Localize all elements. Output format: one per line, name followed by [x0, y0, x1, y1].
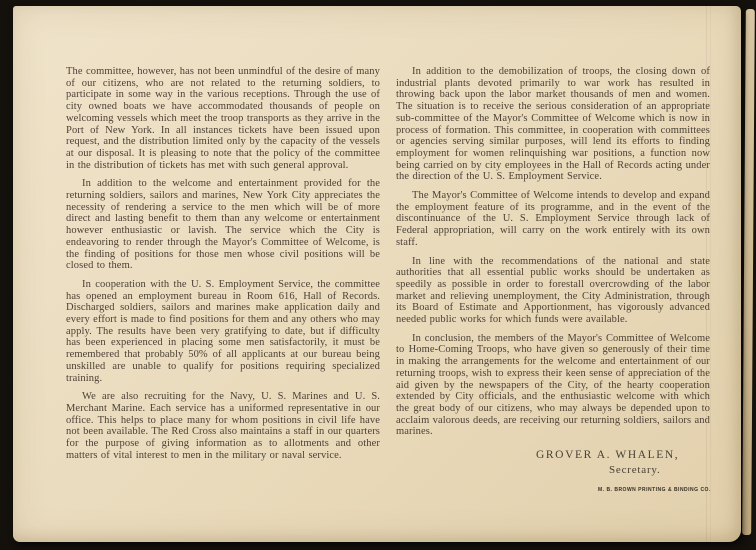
left-column [66, 66, 380, 476]
printer-imprint: M. B. BROWN PRINTING & BINDING CO. [598, 487, 711, 493]
paragraph: In addition to the welcome and entertainment provided for the returning soldiers, sailors and marines, New York City appreciates the necessity of rendering a service to the men which will be of more direct and lasting benefit to them than any welcome or entertainment however enthusiastic or lavish. The service which the City is endeavoring to render through the Mayor's Committee of Welcome, is the finding of positions for those men whose civil positions will be closed to them. [66, 178, 380, 272]
paragraph: In conclusion, the members of the Mayor's Committee of Welcome to Home-Coming Troops, who have given so generously of their time in making the arrangements for the welcome and entertainment of our returning troops, wish to express their keen sense of appreciation of the aid given by the newspapers of the City, of the hearty cooperation extended by City officials, and the enthusiastic welcome with which the great body of our citizens, who may always be depended upon to acclaim valorous deeds, are receiving our returning soldiers, sailors and marines. [396, 332, 710, 438]
signature-role: Secretary. [609, 464, 661, 477]
paragraph: The committee, however, has not been unmindful of the desire of many of our citizens, who are not related to the returning soldiers, to participate in some way in the various receptions. Through the use of city owned boats we have accommodated thousands of people on welcoming vessels which meet the troop transports as they arrive in the Port of New York. In all instances tickets have been issued upon request, and the distribution limited only by the capacity of the vessels at our disposal. It is pleasing to note that the policy of the committee in the distribution of tickets has met with such general approval. [66, 66, 380, 171]
paragraph: In cooperation with the U. S. Employment Service, the committee has opened an employment bureau in Room 616, Hall of Records. Discharged soldiers, sailors and marines make application daily and every effort is made to find positions for them and any others who may apply. The results have been very gratifying to date, but if difficulty has been experienced in placing some men satisfactorily, it must be remembered that probably 50% of all applicants at our bureau being unskilled are unable to qualify for positions requiring specialized training. [66, 278, 380, 384]
two-column-text-block [66, 66, 710, 476]
paragraph: In line with the recommendations of the national and state authorities that all essential public works should be undertaken as speedily as possible in order to forestall overcrowding of the labor market and relieving unemployment, the City Administration, through its Board of Estimate and Apportionment, has vigorously advanced needed public works for which funds were available. [396, 255, 710, 326]
paper-crease [710, 6, 711, 542]
signature-block [396, 449, 710, 476]
paragraph: In addition to the demobilization of troops, the closing down of industrial plants devoted primarily to war work has resulted in throwing back upon the labor market thousands of men and women. The situation is to receive the serious consideration of an appropriate sub-committee of the Mayor's Committee of Welcome which is now in process of formation. This committee, in cooperation with committees or agencies serving similar purposes, will lend its efforts to finding employment for women relinquishing war positions, a function now being carried on by city employees in the Hall of Records acting under the direction of the U. S. Employment Service. [396, 66, 710, 183]
document-page [13, 6, 741, 542]
signature-name: GROVER A. WHALEN, [536, 449, 680, 462]
underlying-page-edge [742, 9, 755, 535]
paragraph: The Mayor's Committee of Welcome intends to develop and expand the employment feature of its programme, and in the event of the discontinuance of the U. S. Employment Service through lack of Federal appropriation, will carry on the work entirely with its own staff. [396, 190, 710, 248]
paragraph: We are also recruiting for the Navy, U. S. Marines and U. S. Merchant Marine. Each service has a uniformed representative in our office. This helps to place many for whom positions in civil life have not been available. The Red Cross also maintains a staff in our quarters for the purpose of giving information as to allotments and other matters of vital interest to men in the military or naval service. [66, 391, 380, 461]
right-column [396, 66, 710, 476]
